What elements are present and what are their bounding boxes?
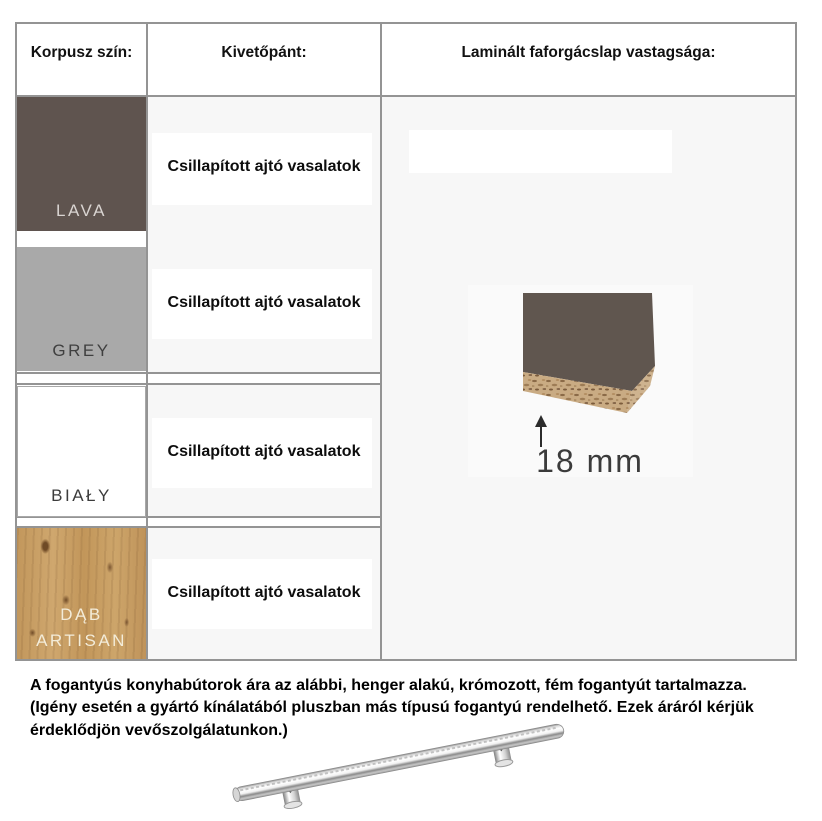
- highlight-patch: [409, 130, 672, 173]
- header-cell-board-thickness: [380, 22, 797, 95]
- grid-line: [380, 22, 382, 661]
- swatch-grey: [17, 247, 146, 371]
- thickness-label: 18 mm: [536, 443, 644, 479]
- swatch-label: LAVA: [56, 201, 107, 220]
- swatch-dab-artisan: [17, 528, 146, 659]
- grid-line: [795, 22, 797, 661]
- swatch-lava: [17, 97, 146, 231]
- grid-line: [15, 659, 797, 661]
- price-note-line: (Igény esetén a gyártó kínálatából pluszban más típusú fogantyú rendelhető. Ezek áráról kérjük: [30, 699, 754, 717]
- price-note-line: érdeklődjön vevőszolgálatunkon.): [30, 721, 288, 739]
- hinge-label: Csillapított ajtó vasalatok: [167, 294, 361, 311]
- hinge-label: Csillapított ajtó vasalatok: [167, 158, 361, 175]
- grid-line: [15, 372, 382, 374]
- header-label: Korpusz szín:: [30, 44, 133, 61]
- swatch-label: DĄB ARTISAN: [36, 605, 127, 650]
- swatch-label: BIAŁY: [51, 486, 112, 505]
- chrome-handle-photo: [215, 712, 595, 817]
- hinge-label: Csillapított ajtó vasalatok: [167, 443, 361, 460]
- header-cell-corpus-color: [15, 22, 148, 95]
- header-cell-hinge: [146, 22, 382, 95]
- header-label: Kivetőpánt:: [221, 44, 307, 61]
- header-label: Laminált faforgácslap vastagsága:: [461, 44, 716, 61]
- arrow-up-head: [535, 415, 547, 427]
- price-note-line: A fogantyús konyhabútorok ára az alábbi, henger alakú, krómozott, fém fogantyút tartalmazza.: [30, 677, 747, 694]
- swatch-label: GREY: [52, 341, 111, 360]
- grid-line: [15, 383, 382, 385]
- hinge-label: Csillapított ajtó vasalatok: [167, 584, 361, 601]
- grid-line: [146, 22, 148, 661]
- handle-bar: [234, 723, 565, 802]
- swatch-bialy: [17, 386, 146, 517]
